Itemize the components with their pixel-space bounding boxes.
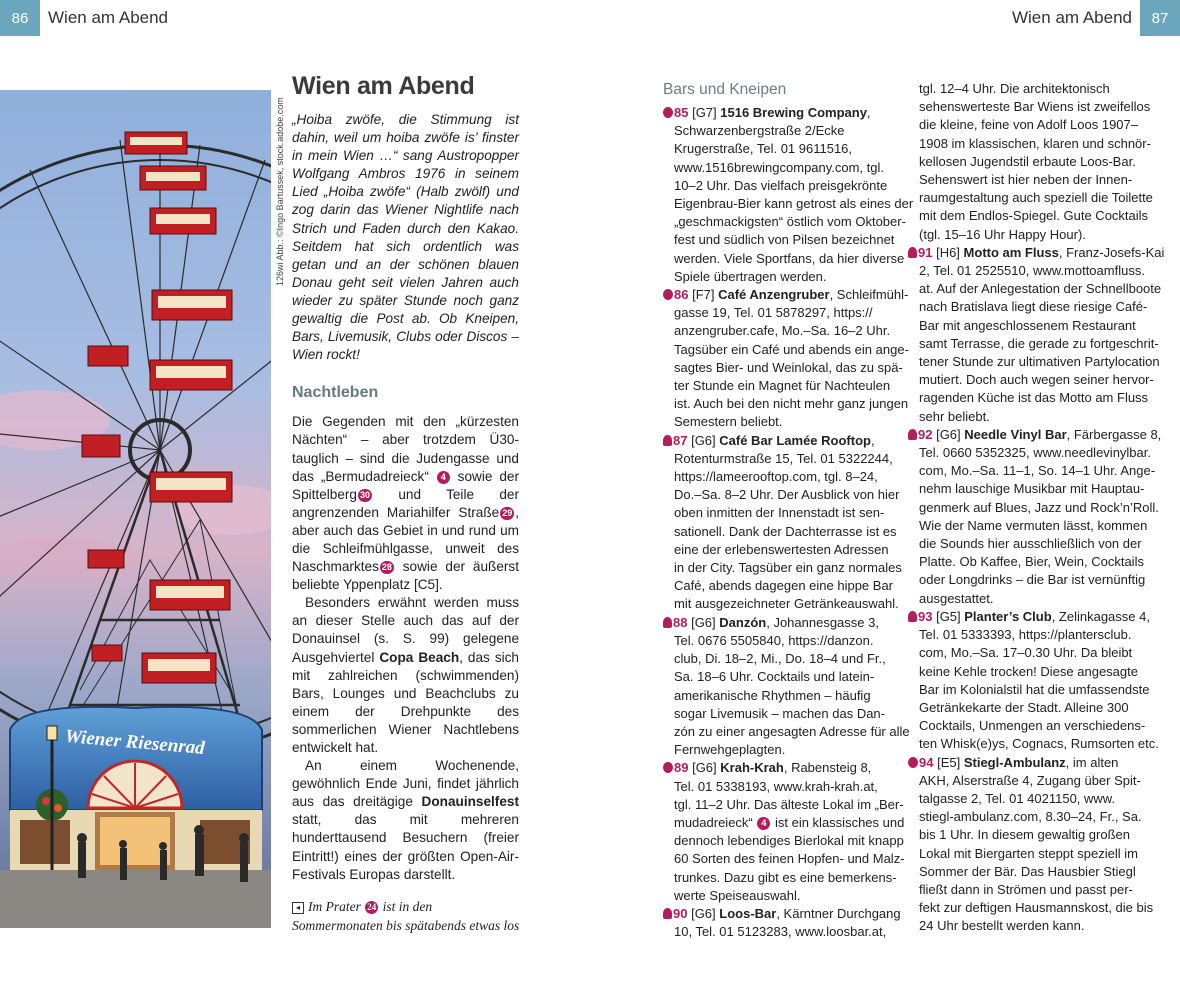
listing-line: in der City. Tagsüber ein ganz normales: [674, 560, 902, 576]
listing-line: Cocktails, Unmengen an verschiedens-: [919, 718, 1146, 734]
listing-line: Semestern beliebt.: [674, 414, 783, 430]
listing-entry-start: [908, 754, 1140, 772]
listing-entry-start: [663, 432, 893, 450]
listing-lines-b: [908, 80, 1165, 936]
map-marker: 30: [360, 489, 371, 500]
glass-icon: [908, 429, 917, 440]
glass-icon: [908, 247, 917, 258]
listing-line: dennoch lebendiges Bierlokal mit knapp: [674, 833, 904, 849]
listing-line: Spiele übertragen werden.: [674, 268, 827, 284]
listing-entry-start: [663, 759, 893, 777]
page-number-right: 87: [1140, 0, 1180, 36]
listing-line: Tel. 0676 5505840, https://danzon.: [674, 632, 874, 648]
listing-line: die kleine, feine von Adolf Loos 1907–: [919, 117, 1139, 133]
paragraph-1: Die Gegenden mit den „kürzesten Nächten“ – aber trotzdem Ü30-tauglich – sind die Judengasse und das „Bermudadreieck“ 4 sowie der Spittelberg 30 und Teile der angrenzenden Mariahilfer Straße 29 , aber auch das Gebiet in und rund um die Schleifmühlgasse, unweit des Naschmarktes 28 sowie der äußerst beliebte Yppenplatz [C5].: [292, 414, 519, 593]
listing-line: sehr beliebt.: [919, 408, 990, 424]
listing-line: 60 Sorten des feinen Hopfen- und Malz-: [674, 851, 905, 867]
listing-line: mit ausgezeichneter Getränkeauswahl.: [674, 596, 899, 612]
listing-line: Bar im Kolonialstil hat die umfassendste: [919, 681, 1150, 697]
listing-line: Sommer der Bär. Das Hausbier Stiegl: [919, 863, 1136, 879]
glass-icon: [663, 908, 672, 919]
listing-entry-start: [908, 244, 1165, 262]
entry-name: Loos-Bar: [719, 905, 777, 921]
glass-icon: [663, 435, 672, 446]
caption-arrow-icon: ◂: [292, 902, 304, 914]
listing-line: die Sounds hier ausschließlich von der: [919, 536, 1142, 552]
entry-name: Planter’s Club: [964, 608, 1052, 624]
listing-line: nach Bratislava liegt diese riesige Café-: [919, 299, 1148, 315]
listing-line: fließt dann in Strömen und passt per-: [919, 881, 1133, 897]
listing-line: 2, Tel. 01 2525510, www.mottoamfluss.: [919, 263, 1145, 279]
listing-line: ausgestattet.: [919, 590, 994, 606]
entry-text: , Zelinkagasse 4,: [1051, 608, 1150, 624]
listing-entry-start: [908, 426, 1162, 444]
listing-line: oben inmitten der Innenstadt ist sen-: [674, 505, 885, 521]
listing-line: Tel. 01 5333393, https://plantersclub.: [919, 627, 1132, 643]
listing-line: Fernwehgeplagten.: [674, 742, 786, 758]
listing-line: Tel. 0660 5352325, www.needlevinylbar.: [919, 445, 1151, 461]
entry-text: , Schleifmühl-: [829, 287, 909, 303]
listing-line: Do.–Sa. 8–2 Uhr. Der Ausblick von hier: [674, 487, 900, 503]
entry-grid: [G6]: [687, 432, 720, 448]
listing-line: 10–2 Uhr. Das vielfach preisgekrönte: [674, 177, 888, 193]
entry-name: Danzón: [719, 614, 767, 630]
entry-text: ,: [866, 105, 871, 120]
listing-line: Krugerstraße, Tel. 01 9611516,: [674, 141, 853, 157]
article-title: Wien am Abend: [292, 72, 475, 100]
entry-number: 93: [918, 608, 933, 624]
listing-line: Café, abends dagegen eine hippe Bar: [674, 578, 894, 594]
listing-line: 24 Uhr bestellt werden kann.: [919, 918, 1085, 934]
entry-name: Stiegl-Ambulanz: [963, 754, 1066, 770]
article-column: [292, 72, 519, 884]
listing-line: com, Mo.–Sa. 11–1, So. 14–1 Uhr. Ange-: [919, 463, 1156, 479]
listing-line: werte Speiseauswahl.: [674, 887, 801, 903]
listing-line: sagtes Bier- und Weinlokal, das zu spä-: [674, 359, 903, 375]
listing-line: [663, 814, 905, 832]
listing-line: com, Mo.–Sa. 17–0.30 Uhr. Da bleibt: [919, 645, 1133, 661]
entry-text: ,: [870, 432, 875, 448]
article-intro: „Hoiba zwöfe, die Stimmung ist dahin, weil um hoiba zwöfe is’ finster in mein Wien …“ sang Austropopper Wolfgang Ambros 1976 in seinem Lied „Hoiba zwöfe“ (Halb zwölf) und zog darin das Wiener Nightlife nach Strich und Faden durch den Kakao. Seitdem hat sich ordentlich was getan und an der schönen blauen Donau geht seit vielen Jahren auch wieder zu später Stunde noch ganz gewaltig die Post ab. Ob Kneipen, Bars, Livemusik, Clubs oder Discos – Wien rockt!: [292, 112, 519, 363]
listing-line: sehenswerteste Bar Wiens ist zweifellos: [919, 99, 1151, 115]
listing-line: AKH, Alserstraße 4, Zugang über Spit-: [919, 772, 1141, 788]
listing-line: keine Kehle trocken! Diese angesagte: [919, 663, 1138, 679]
listings-heading: Bars und Kneipen: [663, 81, 787, 98]
listing-entry-start: [908, 608, 1150, 626]
listing-line: trunkes. Dazu gibt es eine bemerkens-: [674, 869, 897, 885]
entry-grid: [F7]: [688, 287, 719, 303]
listing-line: ten Whisk(e)ys, Cognacs, Rumsorten etc.: [919, 736, 1159, 752]
listing-line: genmerk auf Blues, Jazz und Rock’n’Roll.: [919, 499, 1159, 515]
listing-line: raumgestaltung auch speziell die Toilette: [919, 190, 1153, 206]
glass-icon: [663, 617, 672, 628]
listing-line: (tgl. 15–16 Uhr Happy Hour).: [919, 226, 1086, 242]
glass-icon: [908, 611, 917, 622]
entry-grid: [G6]: [932, 426, 965, 442]
listing-line: Sa. 18–6 Uhr. Cocktails und latein-: [674, 669, 875, 685]
entry-name: Motto am Fluss: [963, 244, 1059, 260]
running-head-left: Wien am Abend: [48, 8, 169, 27]
listing-line: 1908 im klassischen, klaren und schnör-: [919, 135, 1151, 151]
listing-line: talgasse 2, Tel. 01 4021150, www.: [919, 790, 1116, 806]
listing-line: amerikanische Rhythmen – häufig: [674, 687, 871, 703]
entry-name: Café Bar Lamée Rooftop: [719, 432, 871, 448]
listing-line: sationell. Dank der Dachterrasse ist es: [674, 523, 897, 539]
listing-line: Sehenswert ist hier neben der Innen-: [919, 172, 1133, 188]
cup-icon: [663, 107, 673, 118]
listing-line: „geschmackigsten“ östlich vom Oktober-: [674, 214, 906, 230]
listing-line: 10, Tel. 01 5123283, www.loosbar.at,: [674, 924, 887, 940]
entry-number: 89: [674, 760, 689, 776]
entry-text: , Färbergasse 8,: [1066, 426, 1162, 442]
entry-text: mudadreieck“: [674, 814, 757, 830]
listing-line: anzengruber.cafe, Mo.–Sa. 16–2 Uhr.: [674, 323, 891, 339]
cup-icon: [663, 289, 673, 300]
listing-line: kellosen Jugendstil erbaute Loos-Bar.: [919, 153, 1136, 169]
listing-line: Getränkekarte der Stadt. Alleine 300: [919, 699, 1129, 715]
entry-number: 92: [918, 426, 933, 442]
listing-column-a: [663, 80, 914, 941]
paragraph-2: Besonders erwähnt werden muss an dieser Stelle auch das auf der Donauinsel (s. S. 99) gelegene Ausgehviertel Copa Beach, das sich mit zahlreichen (schwimmenden) Bars, Lounges und Beachclubs zu einem der Drehpunkte des sommerlichen Wiener Nachtlebens entwickelt hat.: [292, 595, 519, 755]
listing-line: tener Stunde zur ultimativen Partylocation: [919, 354, 1160, 370]
listing-line: gasse 19, Tel. 01 5878297, https://: [674, 305, 873, 321]
paragraph-3: An einem Wochenende, gewöhnlich Ende Juni, findet jährlich aus das dreitägige Donauinselfest statt, das mit mehreren hunderttausend Besuchern (freier Eintritt!) eines der größten Open-Air-Festivals Europas darstellt.: [292, 758, 519, 882]
listing-line: mit dem Endlos-Spiegel. Gute Cocktails: [919, 208, 1149, 224]
listing-line: Rotenturmstraße 15, Tel. 01 5322244,: [674, 450, 893, 466]
entry-grid: [H6]: [932, 244, 964, 260]
section-heading: Nachtleben: [292, 384, 379, 402]
listing-line: www.1516brewingcompany.com, tgl.: [674, 159, 885, 175]
listing-line: Lokal mit Biergarten steppt speziell im: [919, 845, 1138, 861]
entry-text: , Franz-Josefs-Kai: [1058, 244, 1165, 260]
listing-line: bis 1 Uhr. In diesem gewaltig großen: [919, 827, 1130, 843]
listing-lines-a: [663, 104, 914, 941]
listing-line: mutiert. Doch auch wegen seiner hervor-: [919, 372, 1154, 388]
map-marker: 4: [757, 817, 770, 830]
entry-text: , Kärntner Durchgang: [776, 905, 901, 921]
listing-entry-start: [663, 905, 901, 923]
photo-credit: 126wi Abb.: ©Ingo Bartussek, stock.adobe.com: [275, 97, 285, 286]
listing-line: sogar Livemusik – machen das Dan-: [674, 705, 885, 721]
entry-text: , im alten: [1065, 754, 1119, 770]
listing-line: Bar mit angeschlossenem Restaurant: [919, 317, 1136, 333]
entry-number: 86: [674, 287, 689, 303]
listing-line: Tel. 01 5338193, www.krah-krah.at,: [674, 778, 878, 794]
listing-line: club, Di. 18–2, Mi., Do. 18–4 und Fr.,: [674, 651, 886, 667]
entry-grid: [G6]: [688, 760, 721, 776]
entry-name: Krah-Krah: [720, 760, 784, 776]
map-marker: 28: [381, 562, 392, 573]
entry-text: , Rabensteig 8,: [783, 760, 872, 776]
entry-number: 85: [674, 105, 689, 120]
entry-number: 94: [919, 754, 934, 770]
entry-number: 90: [673, 905, 688, 921]
entry-grid: [G5]: [932, 608, 965, 624]
map-marker: 4: [437, 471, 450, 484]
listing-line: oder Longdrinks – die Bar ist vernünftig: [919, 572, 1146, 588]
listing-entry-start: [663, 286, 909, 304]
map-marker: 24: [367, 902, 377, 912]
listing-line: Platte. Ob Kaffee, Bier, Wein, Cocktails: [919, 554, 1144, 570]
entry-name: 1516 Brewing Company: [720, 105, 867, 120]
listing-line: ragenden Küche ist das Motto am Fluss: [919, 390, 1149, 406]
entry-name: Needle Vinyl Bar: [964, 426, 1067, 442]
listing-line: Wie der Name vermuten lässt, kommen: [919, 517, 1148, 533]
listing-line: tgl. 11–2 Uhr. Das älteste Lokal im „Ber-: [674, 796, 904, 812]
listing-line: fekt zur deftigen Hausmannskost, die bis: [919, 900, 1154, 916]
listing-line: fest und südlich von Pilsen bezeichnet: [674, 232, 895, 248]
map-marker: 29: [502, 507, 513, 518]
entry-grid: [G7]: [688, 105, 721, 120]
entry-name: Café Anzengruber: [718, 287, 830, 303]
entry-text: , Johannesgasse 3,: [766, 614, 879, 630]
pavilion-sign: Wiener Riesenrad: [64, 725, 206, 760]
listing-line: eine der erlebenswertesten Adressen: [674, 541, 889, 557]
listing-line: stiegl-ambulanz.com, 8.30–24, Fr., Sa.: [919, 809, 1142, 825]
listing-line: ter Stunde ein Magnet für Nachteulen: [674, 378, 891, 394]
listing-line: werden. Viele Sportfans, da hier diverse: [674, 250, 905, 266]
listing-line: Tagsüber ein Café und abends ein ange-: [674, 341, 909, 357]
riesenrad-photo: [0, 90, 271, 928]
cup-icon: [663, 762, 673, 773]
listing-column-b: [908, 80, 1165, 936]
listing-line: at. Auf der Anlegestation der Schnellboote: [919, 281, 1162, 297]
entry-grid: [G6]: [687, 905, 720, 921]
photo-caption: ◂ Im Prater 24 ist in den Sommermonaten bis spätabends etwas los: [292, 899, 520, 933]
listing-line: https://lameerooftop.com, tgl. 8–24,: [674, 469, 878, 485]
entry-number: 91: [918, 244, 933, 260]
listing-line: Eigenbrau-Bier kann getrost als eines der: [674, 196, 914, 212]
listing-entry-start: [663, 104, 893, 122]
listing-line: Schwarzenbergstraße 2/Ecke: [674, 123, 845, 139]
listing-line: samt Terrasse, die gerade zu fortgeschrit-: [919, 335, 1159, 351]
entry-number: 87: [673, 432, 688, 448]
entry-grid: [G6]: [687, 614, 720, 630]
entry-number: 88: [673, 614, 688, 630]
running-head-right: Wien am Abend: [1011, 8, 1132, 27]
entry-text: ist ein klassisches und: [771, 814, 905, 830]
listing-entry-start: [663, 614, 893, 632]
listing-line: zón zu einer angesagten Adresse für alle: [674, 723, 910, 739]
entry-grid: [E5]: [933, 754, 964, 770]
cup-icon: [908, 757, 918, 768]
listing-line: tgl. 12–4 Uhr. Die architektonisch: [919, 81, 1110, 96]
listing-line: nehm lauschige Musikbar mit Hauptau-: [919, 481, 1145, 497]
page-number-left: 86: [0, 0, 40, 36]
listing-line: ist. Auch bei den nicht mehr ganz jungen: [674, 396, 909, 412]
